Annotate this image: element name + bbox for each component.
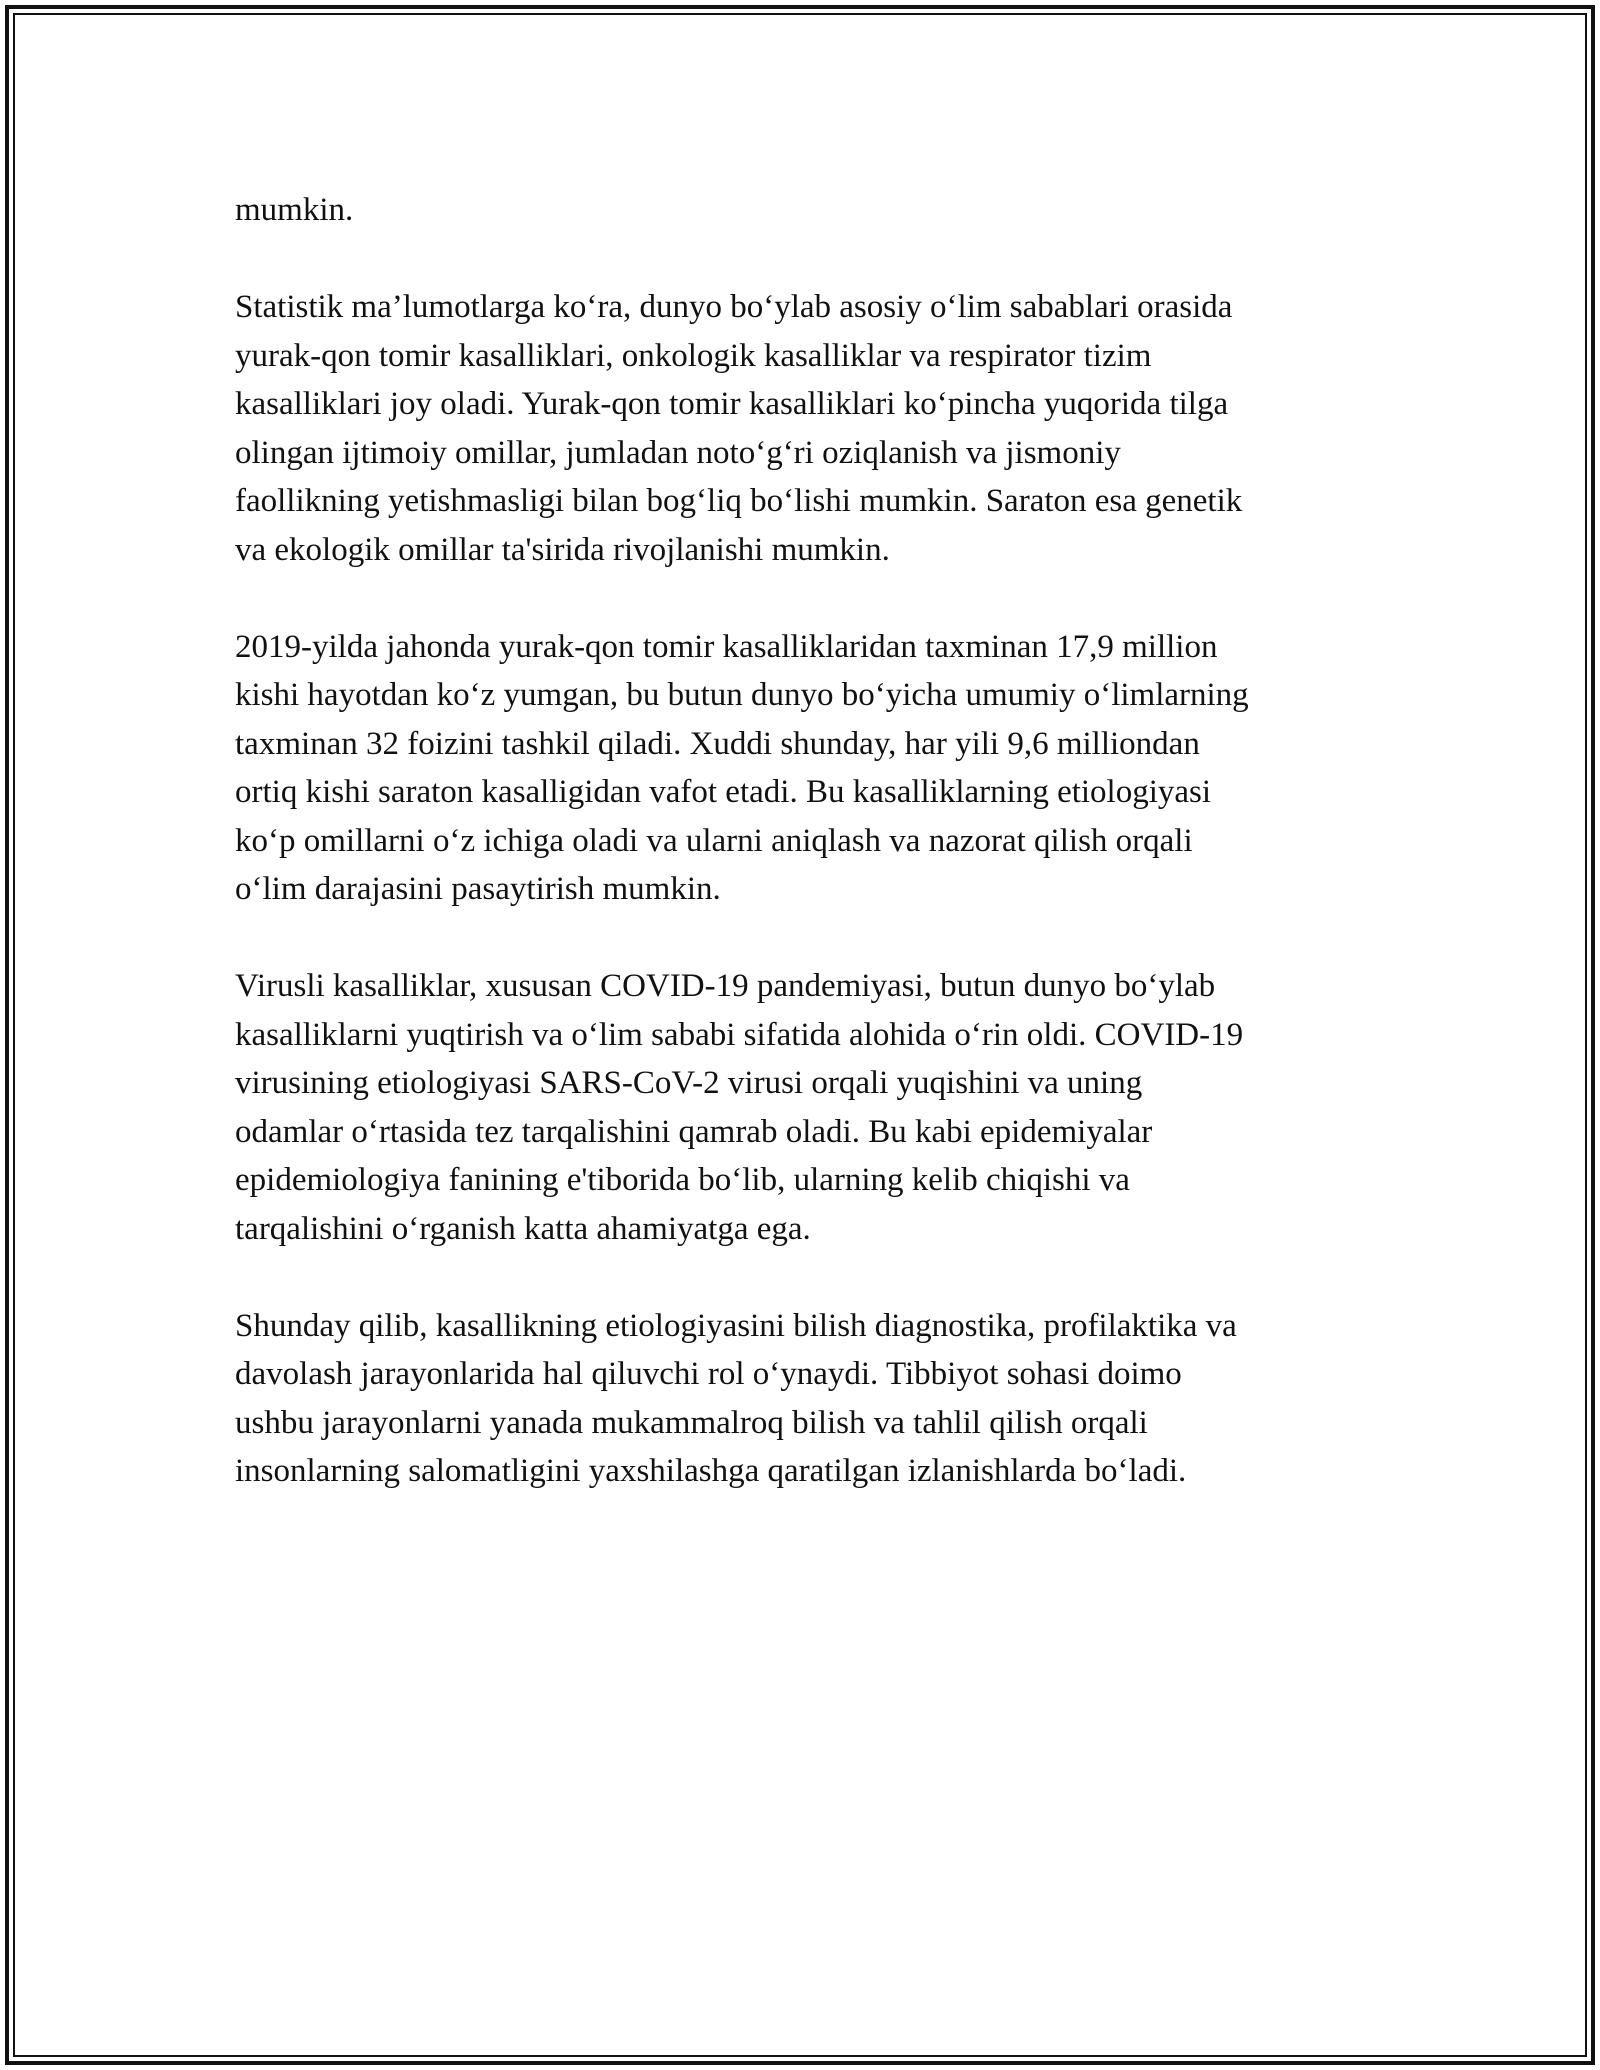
text-line: davolash jarayonlarida hal qiluvchi rol o‘ynaydi. Tibbiyot sohasi doimo: [235, 1356, 1182, 1392]
text-line: Statistik ma’lumotlarga ko‘ra, dunyo bo‘ylab asosiy o‘lim sabablari orasida: [235, 289, 1233, 325]
paragraph: [235, 1302, 1395, 1496]
text-line: o‘lim darajasini pasaytirish mumkin.: [235, 871, 721, 907]
paragraph: [235, 186, 1395, 235]
text-line: kishi hayotdan ko‘z yumgan, bu butun dunyo bo‘yicha umumiy o‘limlarning: [235, 677, 1249, 713]
text-line: va ekologik omillar ta'sirida rivojlanishi mumkin.: [235, 531, 890, 568]
text-line: epidemiologiya fanining e'tiborida bo‘lib, ularning kelib chiqishi va: [235, 1162, 1130, 1198]
paragraph: [235, 283, 1395, 574]
text-line: kasalliklari joy oladi. Yurak-qon tomir kasalliklari ko‘pincha yuqorida tilga: [235, 386, 1229, 422]
text-line: insonlarning salomatligini yaxshilashga qaratilgan izlanishlarda bo‘ladi.: [235, 1453, 1187, 1489]
text-line: Shunday qilib, kasallikning etiologiyasini bilish diagnostika, profilaktika va: [235, 1307, 1237, 1344]
text-line: 2019-yilda jahonda yurak-qon tomir kasalliklaridan taxminan 17,9 million: [235, 628, 1218, 665]
text-line: taxminan 32 foizini tashkil qiladi. Xuddi shunday, har yili 9,6 milliondan: [235, 725, 1200, 762]
text-line: mumkin.: [235, 192, 354, 228]
document-body: [235, 186, 1395, 1544]
text-line: virusining etiologiyasi SARS-CoV-2 virusi orqali yuqishini va uning: [235, 1065, 1143, 1101]
text-line: Virusli kasalliklar, xususan COVID-19 pandemiyasi, butun dunyo bo‘ylab: [235, 968, 1216, 1004]
text-line: ko‘p omillarni o‘z ichiga oladi va ularni aniqlash va nazorat qilish orqali: [235, 822, 1193, 859]
paragraph: [235, 962, 1395, 1253]
text-line: yurak-qon tomir kasalliklari, onkologik kasalliklar va respirator tizim: [235, 337, 1152, 374]
text-line: kasalliklarni yuqtirish va o‘lim sababi sifatida alohida o‘rin oldi. COVID-19: [235, 1016, 1244, 1053]
text-line: ortiq kishi saraton kasalligidan vafot etadi. Bu kasalliklarning etiologiyasi: [235, 774, 1212, 810]
text-line: olingan ijtimoiy omillar, jumladan noto‘g‘ri oziqlanish va jismoniy: [235, 434, 1121, 471]
text-line: ushbu jarayonlarni yanada mukammalroq bilish va tahlil qilish orqali: [235, 1404, 1148, 1441]
text-line: faollikning yetishmasligi bilan bog‘liq bo‘lishi mumkin. Saraton esa genetik: [235, 483, 1243, 519]
text-line: odamlar o‘rtasida tez tarqalishini qamrab oladi. Bu kabi epidemiyalar: [235, 1113, 1153, 1150]
text-line: tarqalishini o‘rganish katta ahamiyatga ega.: [235, 1210, 811, 1247]
paragraph: [235, 623, 1395, 914]
